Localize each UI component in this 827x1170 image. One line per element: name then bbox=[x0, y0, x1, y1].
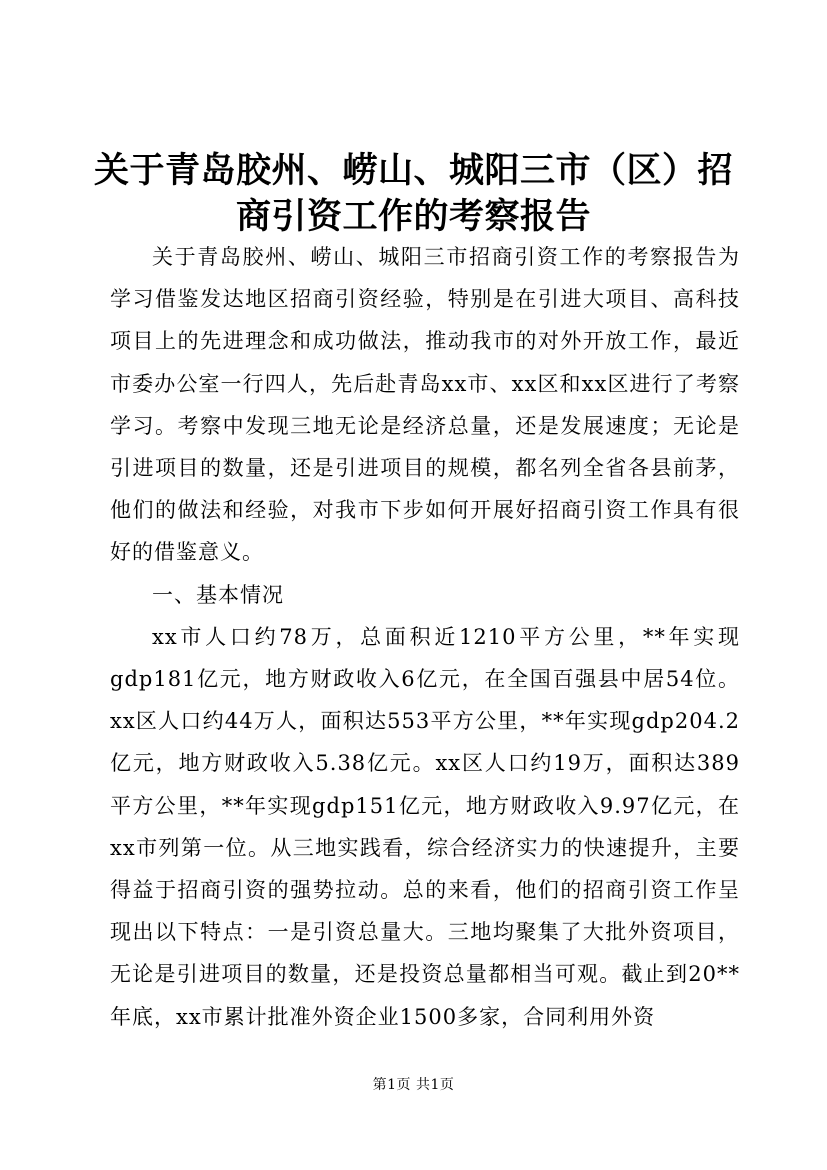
document-body bbox=[110, 236, 740, 1038]
page-footer: 第1页 共1页 bbox=[372, 1077, 455, 1093]
section-heading-basic-situation: 一、基本情况 bbox=[152, 582, 284, 607]
paragraph-intro: 关于青岛胶州、崂山、城阳三市招商引资工作的考察报告为学习借鉴发达地区招商引资经验，特别是在引进大项目、高科技项目上的先进理念和成功做法，推动我市的对外开放工作，最近市委办公室一行四人，先后赴青岛xx市、xx区和xx区进行了考察学习。考察中发现三地无论是经济总量，还是发展速度；无论是引进项目的数量，还是引进项目的规模，都名列全省各县前茅，他们的做法和经验，对我市下步如何开展好招商引资工作具有很好的借鉴意义。 bbox=[110, 245, 740, 565]
paragraph-basic-situation: xx市人口约78万，总面积近1210平方公里，**年实现gdp181亿元，地方财政收入6亿元，在全国百强县中居54位。xx区人口约44万人，面积达553平方公里，**年实现gdp204.2亿元，地方财政收入5.38亿元。xx区人口约19万，面积达389平方公里，**年实现gdp151亿元，地方财政收入9.97亿元，在xx市列第一位。从三地实践看，综合经济实力的快速提升，主要得益于招商引资的强势拉动。总的来看，他们的招商引资工作呈现出以下特点：一是引资总量大。三地均聚集了大批外资项目，无论是引进项目的数量，还是投资总量都相当可观。截止到20**年底，xx市累计批准外资企业1500多家，合同利用外资 bbox=[110, 624, 740, 1029]
document-title: 关于青岛胶州、崂山、城阳三市（区）招商引资工作的考察报告 bbox=[93, 150, 733, 237]
